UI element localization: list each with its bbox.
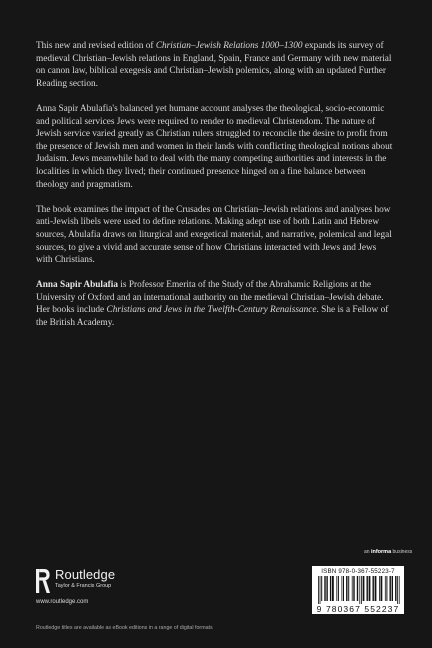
publisher-name: Routledge	[55, 567, 116, 582]
barcode-bar	[357, 576, 358, 601]
barcode-bar	[338, 576, 339, 601]
barcode-bar	[373, 576, 374, 601]
barcode-bars	[316, 576, 400, 604]
informa-pre: an	[364, 549, 371, 555]
barcode-bar	[390, 576, 391, 601]
barcode-bar	[352, 576, 353, 601]
barcode-bar	[379, 576, 380, 601]
barcode-bar	[332, 576, 334, 601]
barcode-bar	[367, 576, 368, 601]
barcode-bar	[330, 576, 331, 601]
barcode-bar	[343, 576, 344, 601]
barcode-bar	[318, 576, 319, 604]
barcode-bar	[324, 576, 325, 601]
publisher-group: Taylor & Francis Group	[55, 583, 112, 589]
informa-post: business	[391, 549, 413, 555]
blurb-paragraph-3: The book examines the impact of the Crusades on Christian–Jewish relations and analyses how anti-Jewish libels were used to define relations. Making adept use of both Latin and Hebrew sources, Abulafia draws on liturgical and exegetical material, and narrative, polemical and legal sources, to give a vivid and accurate sense of how Christians interacted with Jews and Jews with Christians.	[36, 204, 392, 266]
back-cover-blurb	[36, 40, 394, 342]
barcode-bar	[353, 576, 354, 601]
barcode-bar	[395, 576, 396, 601]
publisher-logo	[36, 566, 176, 612]
barcode-bar	[326, 576, 327, 601]
author-bio	[36, 279, 394, 329]
barcode-bar	[359, 576, 360, 604]
informa-brand: informa	[370, 549, 392, 555]
blurb-p1-body: expands its survey of medieval Christian–Jewish relations in England, Spain, France and Germany with new material on canon law, biblical exegesis and Christian–Jewish polemics, along with an updated Further Reading section.	[36, 41, 392, 89]
author-bio-text: is Professor Emerita of the Study of the Abrahamic Religions at the University of Oxford and an international authority on the medieval Christian–Jewish debate. Her books include	[36, 280, 384, 316]
author-name: Anna Sapir Abulafia	[36, 280, 118, 291]
publisher-url: www.routledge.com	[36, 599, 89, 605]
barcode-bar	[346, 576, 347, 601]
barcode-number: 9 780367 552237	[316, 604, 400, 614]
barcode-bar	[320, 576, 321, 604]
barcode-bar	[375, 576, 377, 601]
barcode-bar	[369, 576, 371, 601]
barcode-bar	[381, 576, 383, 601]
barcode-bar	[385, 576, 386, 601]
isbn-label: ISBN 978-0-367-55223-7	[321, 568, 395, 575]
blurb-p1-intro: This new and revised edition of	[36, 41, 156, 51]
barcode-bar	[348, 576, 349, 601]
author-bio-end: . She is a Fellow of the British Academy.	[36, 305, 389, 329]
barcode-bar	[399, 576, 400, 604]
barcode-bar	[342, 576, 343, 601]
ebook-note: Routledge titles are available as eBook editions in a range of digital formats	[36, 625, 213, 631]
barcode-bar	[361, 576, 362, 604]
author-book-title: Christians and Jews in the Twelfth-Century Renaissance	[106, 305, 317, 316]
isbn-barcode	[312, 566, 404, 614]
book-title-italic: Christian–Jewish Relations 1000–1300	[155, 41, 303, 51]
barcode-bar	[392, 576, 393, 601]
barcode-bar	[397, 576, 398, 604]
routledge-r-icon	[36, 569, 50, 593]
barcode-bar	[386, 576, 387, 601]
barcode-bar	[336, 576, 337, 601]
barcode-bar	[363, 576, 365, 601]
informa-business-tag	[364, 549, 412, 555]
barcode-bar	[321, 576, 322, 601]
blurb-paragraph-2: Anna Sapir Abulafia's balanced yet humane account analyses the theological, socio-economic and political services Jews were required to render to medieval Christendom. The nature of Jewish service varied greatly as Christian rulers struggled to reconcile the desire to profit from the presence of Jewish men and women in their lands with conflicting theological notions about Judaism. Jews meanwhile had to deal with the many competing authorities and interests in the localities in which they lived; their continued presence hinged on a fine balance between theology and pragmatism.	[36, 103, 393, 190]
blurb-paragraph-1	[36, 40, 394, 90]
